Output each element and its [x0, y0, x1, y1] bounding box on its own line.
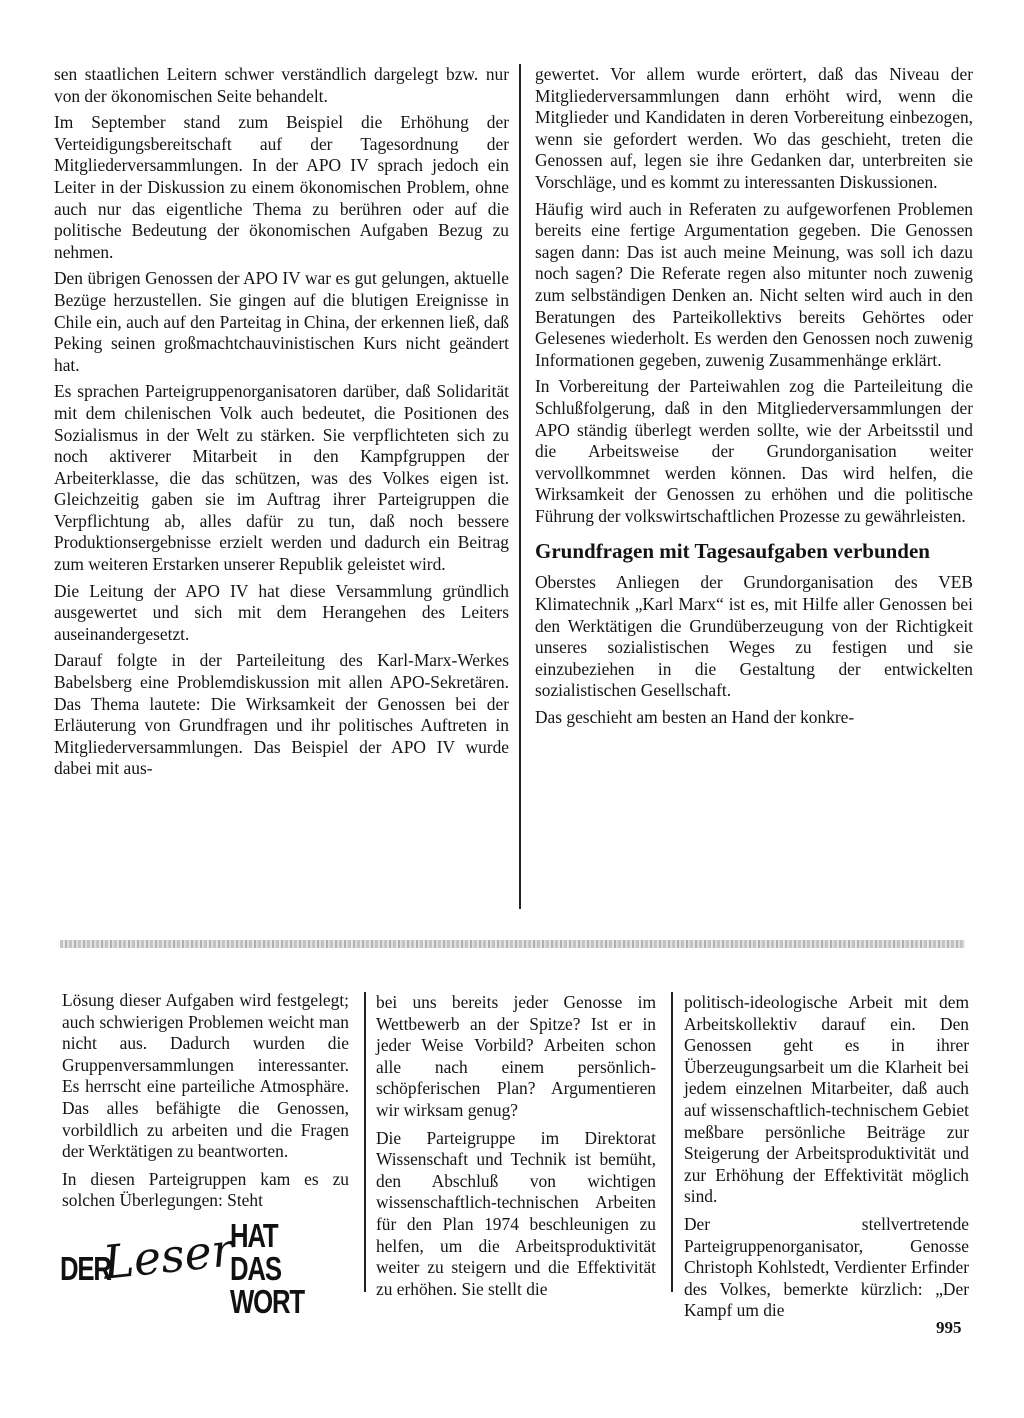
article-column-1 — [54, 64, 509, 780]
paragraph: bei uns bereits jeder Genosse im Wettbewerb an der Spitze? Ist er in jeder Weise Vorbild? Arbeiten schon alle nach einem persönlich-schöpferischen Plan? Argumentieren wir wirksam genug? — [376, 992, 656, 1120]
section-heading: Grundfragen mit Tagesaufgaben verbunden — [535, 539, 930, 564]
paragraph: In Vorbereitung der Parteiwahlen zog die Parteileitung die Schlußfolgerung, daß in den Mitgliederversammlungen der APO ständig überlegt werden sollte, wie der Arbeitsstil und die Arbeitsweise der Grundorganisation weiter vervollkommnet werden können. Das wird helfen, die Wirksamkeit der Genossen zu erhöhen und die politische Führung der volkswirtschaftlichen Prozesse zu gewährleisten. — [535, 376, 973, 526]
paragraph: Es sprachen Parteigruppenorganisatoren darüber, daß Solidarität mit dem chilenischen Volk auch bedeutet, die Positionen des Sozialismus in der Welt zu stärken. Sie verpflichteten sich zu noch aktiverer Mitarbeit in den Kampfgruppen der Arbeiterklasse, die das schützen, was des Volkes eigen ist. Gleichzeitig gaben sie im Auftrag ihrer Parteigruppen die Verpflichtung ab, alles dafür zu tun, daß noch bessere Produktionsergebnisse erzielt werden und dadurch ein Beitrag zum weiteren Erstarken unserer Republik geleistet wird. — [54, 381, 509, 575]
column-divider — [519, 64, 521, 909]
paragraph: Das geschieht am besten an Hand der konkre- — [535, 707, 855, 728]
paragraph: Der stellvertretende Parteigruppenorganisator, Genosse Christoph Kohlstedt, Verdienter Erfinder des Volkes, bemerkte kürzlich: „Der Kampf um die — [684, 1213, 969, 1321]
paragraph: politisch-ideologische Arbeit mit dem Arbeitskollektiv darauf ein. Den Genossen geht es in ihrer Überzeugungsarbeit um die Klarheit bei jedem einzelnen Mitarbeiter, daß auch auf wissenschaftlich-technischem Gebiet meßbare persönliche Beiträge zur Steigerung der Arbeitsproduktivität und zur Erhöhung der Effektivität möglich sind. — [684, 992, 969, 1207]
letters-column-1 — [62, 990, 349, 1212]
paragraph: Häufig wird auch in Referaten zu aufgeworfenen Problemen bereits eine fertige Argumentation gegeben. Die Genossen sagen dann: Das ist auch meine Meinung, was soll ich dazu noch sagen? Die Referate regen also mitunter noch zuwenig zum selbständigen Denken an. Nicht selten wird auch in den Beratungen des Parteikollektivs bereits Gehörtes oder Gelesenes wiederholt. Es werden den Genossen noch zuwenig Informationen gegeben, zuwenig Zusammenhänge erklärt. — [535, 198, 973, 370]
article-column-2 — [535, 64, 973, 729]
paragraph: Den übrigen Genossen der APO IV war es gut gelungen, aktuelle Bezüge herzustellen. Sie gingen auf die blutigen Ereignisse in Chile ein, auch auf den Parteitag in China, der erkennen ließ, daß Peking seinen großmachtchauvinistischen Kurs nicht geändert hat. — [54, 268, 509, 375]
paragraph: Darauf folgte in der Parteileitung des Karl-Marx-Werkes Babelsberg eine Problemdiskussion mit allen APO-Sekretären. Das Thema lautete: Die Wirksamkeit der Genossen bei der Erläuterung von Grundfragen und ihr politisches Auftreten in Mitgliederversammlungen. Das Beispiel der APO IV wurde dabei mit aus- — [54, 650, 509, 779]
paragraph: Im September stand zum Beispiel die Erhöhung der Verteidigungsbereitschaft auf der Tagesordnung der Mitgliederversammlungen. In der APO IV sprach jedoch ein Leiter in der Diskussion zu einem ökonomischen Problem, ohne auch nur das eigentliche Thema zu berühren oder auf die politische Bedeutung der ökonomischen Aufgaben Bezug zu nehmen. — [54, 112, 509, 262]
page-number: 995 — [936, 1318, 962, 1337]
der-leser-hat-das-wort-logo — [60, 1216, 345, 1320]
paragraph: In diesen Parteigruppen kam es zu solchen Überlegungen: Steht — [62, 1168, 349, 1211]
paragraph: Die Leitung der APO IV hat diese Versammlung gründlich ausgewertet und sich mit dem Herangehen des Leiters auseinandergesetzt. — [54, 580, 509, 644]
paragraph: Oberstes Anliegen der Grundorganisation des VEB Klimatechnik „Karl Marx“ ist es, mit Hilfe aller Genossen bei den Werktätigen die Grundüberzeugung von der Richtigkeit unseres sozialistischen Weges zu festigen und sie einzubeziehen in die Gestaltung der entwickelten sozialistischen Gesellschaft. — [535, 572, 973, 701]
column-divider — [364, 992, 366, 1292]
logo-right-text: HAT DAS WORT — [229, 1216, 304, 1320]
paragraph: sen staatlichen Leitern schwer verständlich dargelegt bzw. nur von der ökonomischen Seite behandelt. — [54, 64, 509, 106]
logo-left-text: DER — [60, 1249, 111, 1287]
letters-column-2 — [376, 992, 656, 1300]
paragraph: gewertet. Vor allem wurde erörtert, daß das Niveau der Mitgliederversammlungen dann erhöht wird, wenn die Mitglieder und Kandidaten in deren Vorbereitung einbezogen, wenn sie gefordert werden. Wo das geschieht, treten die Genossen auf, legen sie ihre Gedanken dar, unterbreiten sie Vorschläge, und es kommt zu interessanten Diskussionen. — [535, 64, 973, 192]
column-divider — [671, 992, 673, 1292]
section-separator — [60, 940, 965, 948]
paragraph: Die Parteigruppe im Direktorat Wissenschaft und Technik ist bemüht, den Abschluß von wichtigen wissenschaftlich-technischen Arbeiten für den Plan 1974 beschleunigen zu helfen, um die Arbeitsproduktivität weiter zu steigern und die Effektivität zu erhöhen. Sie stellt die — [376, 1127, 656, 1299]
logo-script-text: Leser — [100, 1222, 237, 1290]
letters-column-3 — [684, 992, 969, 1322]
paragraph: Lösung dieser Aufgaben wird festgelegt; auch schwierigen Problemen weicht man nicht aus. Dadurch wurden die Gruppenversammlungen interessanter. Es herrscht eine parteiliche Atmosphäre. Das alles befähigte die Genossen, vorbildlich zu arbeiten und die Fragen der Werktätigen zu beantworten. — [62, 990, 349, 1162]
